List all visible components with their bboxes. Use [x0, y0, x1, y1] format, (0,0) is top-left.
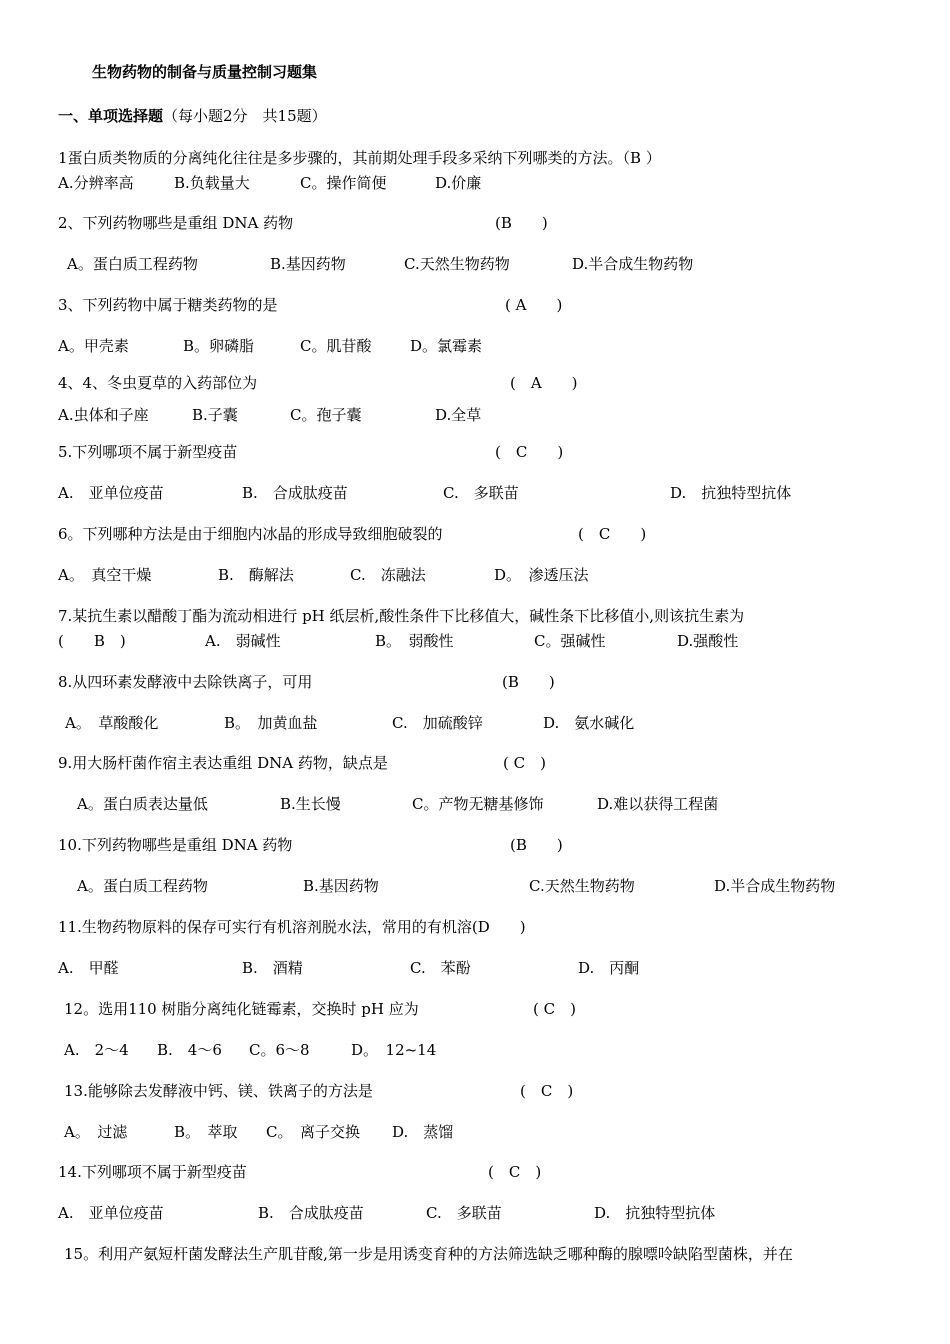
- question-line-4-1: A。蛋白质工程药物: [67, 255, 198, 273]
- option-text-26-2: B。 萃取: [174, 1123, 238, 1141]
- option-text-10-2: B. 合成肽疫苗: [242, 484, 348, 502]
- option-text-12-2: B. 酶解法: [218, 566, 294, 584]
- option-text-23-2: ( C ): [533, 1000, 576, 1018]
- question-line-16-1: A。 草酸酸化: [65, 714, 159, 732]
- option-text-24-2: B. 4～6: [157, 1041, 222, 1059]
- question-line-13-1: 7.某抗生素以醋酸丁酯为流动相进行 pH 纸层析,酸性条件下比移值大，碱性条下比移值小,则该抗生素为: [58, 607, 745, 625]
- option-text-20-3: C.天然生物药物: [529, 877, 635, 895]
- option-text-8-3: C。孢子囊: [290, 406, 362, 424]
- option-text-19-2: (B ): [510, 836, 563, 854]
- question-line-26-1: A。 过滤: [64, 1123, 128, 1141]
- question-line-20-1: A。蛋白质工程药物: [77, 877, 208, 895]
- question-line-28-1: A. 亚单位疫苗: [58, 1204, 164, 1222]
- question-line-19-1: 10.下列药物哪些是重组 DNA 药物: [58, 836, 293, 854]
- option-text-4-3: C.天然生物药物: [404, 255, 510, 273]
- question-line-21-1: 11.生物药物原料的保存可实行有机溶剂脱水法，常用的有机溶(D ): [58, 918, 526, 936]
- option-text-8-4: D.全草: [435, 406, 482, 424]
- question-line-6-1: A。甲壳素: [58, 337, 129, 355]
- option-text-2-2: B.负载量大: [174, 174, 250, 192]
- option-text-22-2: B. 酒精: [242, 959, 303, 977]
- option-text-16-4: D. 氨水碱化: [543, 714, 635, 732]
- option-text-5-2: ( A ): [505, 296, 563, 314]
- question-line-11-1: 6。下列哪种方法是由于细胞内冰晶的形成导致细胞破裂的: [58, 525, 443, 543]
- option-text-8-2: B.子囊: [192, 406, 238, 424]
- option-text-17-2: ( C ): [503, 754, 546, 772]
- section-head: 一、单项选择题: [58, 107, 164, 125]
- option-text-10-4: D. 抗独特型抗体: [670, 484, 792, 502]
- question-line-24-1: A. 2～4: [64, 1041, 129, 1059]
- question-line-1-1: 1蛋白质类物质的分离纯化往往是多步骤的，其前期处理手段多采纳下列哪类的方法。（B ）: [58, 149, 661, 167]
- option-text-25-2: ( C ): [520, 1082, 574, 1100]
- section-heading: [58, 107, 327, 125]
- option-text-28-2: B. 合成肽疫苗: [258, 1204, 364, 1222]
- option-text-14-2: A. 弱碱性: [205, 632, 281, 650]
- option-text-7-2: ( A ): [510, 374, 578, 392]
- option-text-26-4: D. 蒸馏: [392, 1123, 454, 1141]
- option-text-18-3: C。产物无糖基修饰: [412, 795, 544, 813]
- option-text-22-4: D. 丙酮: [578, 959, 640, 977]
- question-line-17-1: 9.用大肠杆菌作宿主表达重组 DNA 药物，缺点是: [58, 754, 388, 772]
- question-line-3-1: 2、下列药物哪些是重组 DNA 药物: [58, 214, 294, 232]
- question-line-29-1: 15。利用产氨短杆菌发酵法生产肌苷酸,第一步是用诱变育种的方法筛选缺乏哪种酶的腺嘌呤缺陷型菌株，并在: [64, 1245, 793, 1263]
- option-text-6-3: C。肌苷酸: [300, 337, 372, 355]
- option-text-28-3: C. 多联苗: [426, 1204, 502, 1222]
- option-text-20-2: B.基因药物: [303, 877, 379, 895]
- option-text-9-2: ( C ): [495, 443, 564, 461]
- question-line-10-1: A. 亚单位疫苗: [58, 484, 164, 502]
- option-text-4-4: D.半合成生物药物: [572, 255, 694, 273]
- option-text-18-2: B.生长慢: [280, 795, 341, 813]
- question-line-25-1: 13.能够除去发酵液中钙、镁、铁离子的方法是: [64, 1082, 373, 1100]
- option-text-28-4: D. 抗独特型抗体: [594, 1204, 716, 1222]
- option-text-20-4: D.半合成生物药物: [714, 877, 836, 895]
- section-note: （每小题2分 共15题）: [163, 107, 327, 125]
- question-line-9-1: 5.下列哪项不属于新型疫苗: [58, 443, 238, 461]
- question-line-18-1: A。蛋白质表达量低: [77, 795, 208, 813]
- question-line-22-1: A. 甲醛: [58, 959, 119, 977]
- question-line-2-1: A.分辨率高: [58, 174, 134, 192]
- option-text-2-3: C。操作简便: [300, 174, 387, 192]
- option-text-24-4: D。 12~14: [351, 1041, 437, 1059]
- option-text-4-2: B.基因药物: [270, 255, 346, 273]
- option-text-14-5: D.强酸性: [677, 632, 739, 650]
- option-text-12-3: C. 冻融法: [350, 566, 426, 584]
- option-text-6-2: B。卵磷脂: [183, 337, 255, 355]
- option-text-3-2: (B ): [495, 214, 548, 232]
- option-text-2-4: D.价廉: [435, 174, 482, 192]
- option-text-26-3: C。 离子交换: [266, 1123, 360, 1141]
- question-line-7-1: 4、4、冬虫夏草的入药部位为: [58, 374, 258, 392]
- question-line-14-1: ( B ): [58, 632, 126, 650]
- question-line-5-1: 3、下列药物中属于糖类药物的是: [58, 296, 278, 314]
- option-text-12-4: D。 渗透压法: [494, 566, 589, 584]
- option-text-22-3: C. 苯酚: [410, 959, 471, 977]
- option-text-14-3: B。 弱酸性: [375, 632, 454, 650]
- option-text-16-3: C. 加硫酸锌: [392, 714, 483, 732]
- option-text-27-2: ( C ): [488, 1163, 542, 1181]
- option-text-24-3: C。6～8: [249, 1041, 310, 1059]
- option-text-16-2: B。 加黄血盐: [224, 714, 318, 732]
- question-line-8-1: A.虫体和子座: [58, 406, 149, 424]
- option-text-18-4: D.难以获得工程菌: [597, 795, 719, 813]
- option-text-14-4: C。强碱性: [534, 632, 606, 650]
- question-line-12-1: A。 真空干燥: [58, 566, 152, 584]
- question-line-23-1: 12。选用110 树脂分离纯化链霉素，交换时 pH 应为: [64, 1000, 419, 1018]
- option-text-11-2: ( C ): [578, 525, 647, 543]
- option-text-10-3: C. 多联苗: [443, 484, 519, 502]
- option-text-15-2: (B ): [502, 673, 555, 691]
- question-line-15-1: 8.从四环素发酵液中去除铁离子，可用: [58, 673, 313, 691]
- question-line-27-1: 14.下列哪项不属于新型疫苗: [58, 1163, 247, 1181]
- option-text-6-4: D。氯霉素: [410, 337, 483, 355]
- document-title: 生物药物的制备与质量控制习题集: [92, 63, 318, 81]
